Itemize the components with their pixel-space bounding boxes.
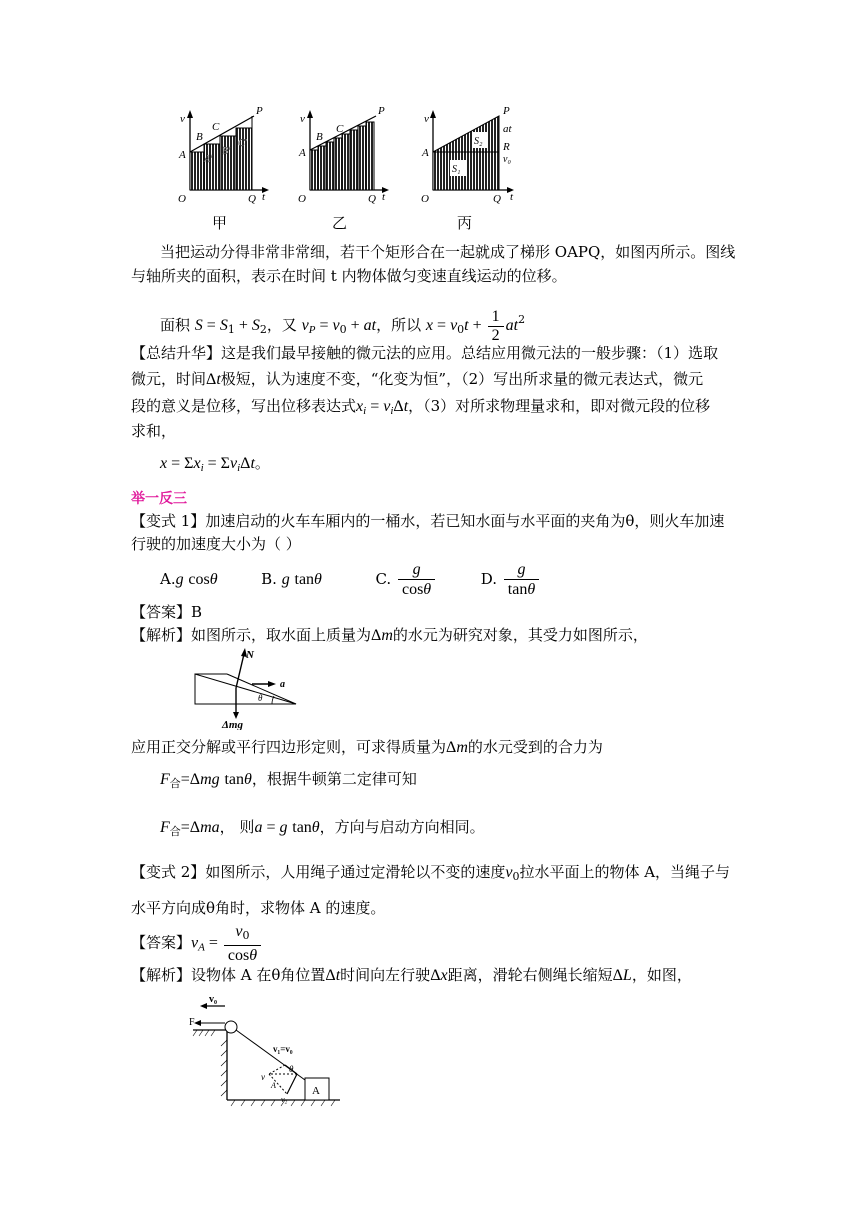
summary-tag: 【总结升华】 [131,344,222,362]
variant2-line1: 【变式 2】如图所示，人用绳子通过定滑轮以不变的速度$v_0$拉水平面上的物体 A，当绳子与 [131,863,731,883]
variant1-line1: 【变式 1】加速启动的火车车厢内的一桶水，若已知水面与水平面的夹角为θ，则火车加速 [131,512,725,530]
fig-bing-label-s1: S₁ [452,164,461,175]
section-title: 举一反三 [131,491,187,507]
fig-jia-label-o: O [178,193,186,205]
fig-jia-label-p: P [256,105,263,117]
fig-bing-label-o: O [421,193,429,205]
fig-jia-caption: 甲 [212,216,228,232]
pulley-label-v1: v₁=v₀ [273,1044,293,1054]
fig-yi-label-p: P [378,105,385,117]
block-label-a: A [312,1085,320,1097]
force-label-mg: Δmg [222,719,243,730]
figure-yi [298,105,389,232]
fig-bing-label-a: A [422,147,429,159]
variant1-after-fig: 应用正交分解或平行四边形定则，可求得质量为Δm的水元受到的合力为 [131,738,603,756]
variant1-line2: 行驶的加速度大小为（ ） [131,535,301,553]
variant1-analysis: 【解析】如图所示，取水面上质量为Δm的水元为研究对象，其受力如图所示， [131,626,648,644]
pulley-label-v0: v₀ [209,994,217,1005]
fig-jia-label-t: t [262,191,266,203]
fig-bing-label-s2: S₂ [474,136,483,147]
pulley-label-v2: v₂ [281,1095,288,1104]
variant1-answer: 【答案】B [131,603,203,621]
summary-line2: 微元，时间Δt极短，认为速度不变，“化变为恒”，（2）写出所求量的微元表达式，微元 [131,370,704,388]
fig-bing-label-p: P [503,105,510,117]
fig-jia-label-q: Q [248,193,256,205]
variant1-tag: 【变式 1】 [131,512,206,530]
summary-line1: 【总结升华】这是我们最早接触的微元法的应用。总结应用微元法的一般步骤：（1）选取 [131,344,719,362]
fig-yi-label-b: B [316,131,323,143]
formula-text-area: 面积 [160,316,191,334]
fig-jia-label-c: C [212,121,220,133]
fig-bing-label-v0: v₀ [503,154,511,165]
fig-bing-label-t: t [510,191,514,203]
variant2-tag: 【变式 2】 [131,863,206,881]
fig-yi-label-o: O [298,193,306,205]
formula-text-you: ，又 [266,316,297,334]
fig-bing-label-q: Q [493,193,501,205]
fig-bing-caption: 丙 [457,216,473,232]
option-a: A.g cosθ [160,570,218,588]
summary-sum-formula: $x = \Sigma x_i = \Sigma v_i\Delta t$。 [160,454,270,474]
fig-yi-caption: 乙 [332,216,348,232]
fig-jia-label-c2: C' [238,138,247,149]
fig-jia-label-b: B [196,131,203,143]
fig-yi-label-t: t [382,191,386,203]
para1-line1: 当把运动分得非常非常细，若干个矩形合在一起就成了梯形 OAPQ，如图丙所示。图线 [160,243,736,261]
option-d: D. $\frac{g}{\tan\theta}$ [481,570,541,588]
water-force-diagram [192,648,302,730]
option-b: B. g tanθ [261,570,322,588]
variant1-options [160,557,760,601]
fig-yi-label-v: v [300,113,305,125]
option-c: C. $\frac{g}{\cos\theta}$ [375,570,437,588]
figure-bing [421,105,514,232]
fig-yi-label-c: C [336,123,344,135]
fig-jia-label-a: A [179,149,186,161]
variant2-line2: 水平方向成θ角时，求物体 A 的速度。 [131,899,386,917]
formula-area-line: 面积 $S = S_1 + S_2$，又 $v_P = v_0$ + at，所以 $x = v_0t$ + $\frac{1}{2}$ $at^2$ [160,307,526,344]
fig-bing-label-r: R [503,141,510,153]
pulley-label-theta: θ [289,1064,294,1074]
fig-jia-label-b2: B' [222,146,231,157]
pulley-diagram [185,992,350,1110]
fig-yi-label-q: Q [368,193,376,205]
variant2-analysis: 【解析】设物体 A 在θ角位置Δt时间向左行驶Δx距离，滑轮右侧绳长缩短ΔL，如图， [131,966,692,984]
summary-line3: 段的意义是位移，写出位移表达式$x_i = v_i\Delta t$，（3）对所求物理量求和，即对微元段的位移 [131,397,711,417]
fig-bing-label-v: v [424,113,429,125]
summary-line4: 求和， [131,422,177,440]
variant1-formula-f2: $F_合=\Delta ma$， 则a = g tanθ，方向与启动方向相同。 [160,818,485,838]
figure-jia [178,105,269,232]
pulley-label-v: v [261,1072,265,1082]
para1-line2: 与轴所夹的面积，表示在时间 t 内物体做匀变速直线运动的位移。 [131,267,567,285]
velocity-time-figures [170,100,530,232]
force-label-a: a [280,679,285,690]
formula-text-suoyi: ，所以 [376,316,422,334]
force-label-n: N [246,649,254,661]
pulley-label-f: F [189,1017,195,1028]
angle-label-theta: θ [258,693,263,703]
variant1-formula-f1: $F_合=\Delta mg$ tanθ，根据牛顿第二定律可知 [160,770,417,790]
variant2-answer: 【答案】$v_A$ = $\frac{v_0}{\cos\theta}$ [131,922,731,962]
fig-jia-label-a2: A' [204,154,213,165]
fig-jia-label-v: v [180,113,185,125]
fig-bing-label-at: at [503,123,512,135]
pulley-label-a-small: A [271,1081,276,1090]
fig-yi-label-a: A [299,147,306,159]
